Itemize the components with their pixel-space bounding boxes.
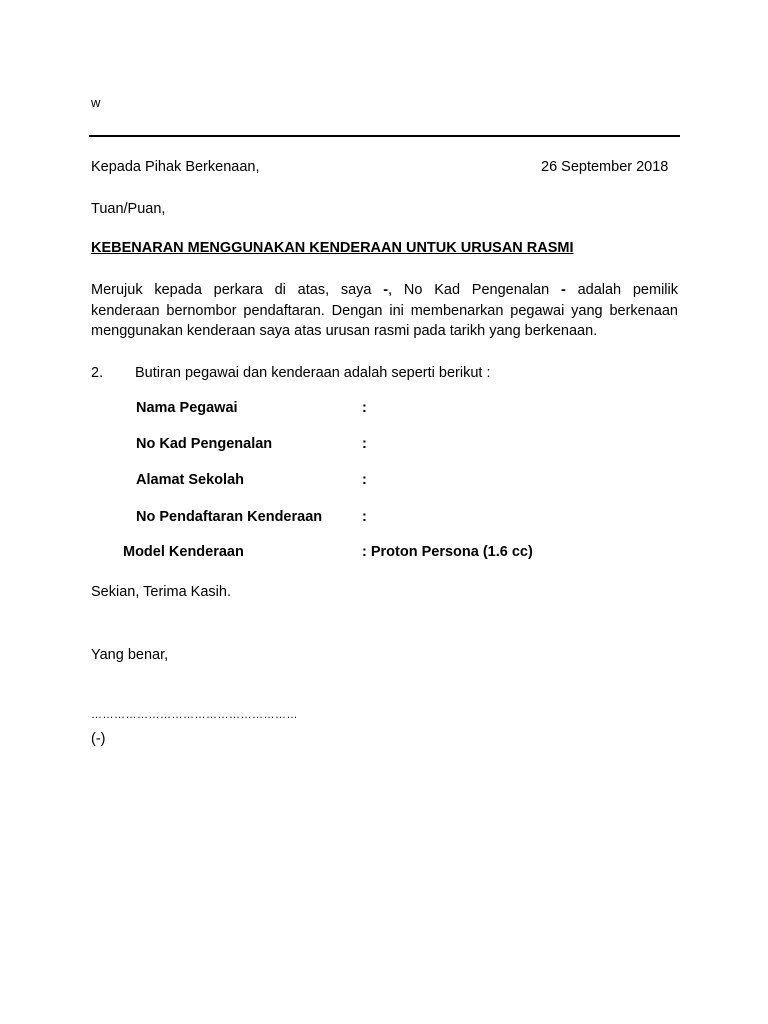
salutation: Tuan/Puan, bbox=[91, 201, 166, 217]
letter-date: 26 September 2018 bbox=[541, 159, 669, 175]
field-label-alamat-sekolah: Alamat Sekolah bbox=[136, 472, 244, 488]
signoff-line: Yang benar, bbox=[91, 647, 169, 663]
field-label-nama-pegawai: Nama Pegawai bbox=[136, 400, 238, 416]
point-text: Butiran pegawai dan kenderaan adalah seperti berikut : bbox=[135, 365, 491, 381]
body-paragraph bbox=[91, 280, 678, 342]
body-text: Merujuk kepada perkara di atas, saya bbox=[91, 282, 384, 298]
field-label-no-kad-pengenalan: No Kad Pengenalan bbox=[136, 436, 273, 452]
field-value-no-pendaftaran: : bbox=[362, 509, 367, 525]
owner-ic-value: - bbox=[560, 282, 566, 298]
field-value-alamat-sekolah: : bbox=[362, 472, 367, 488]
letter-subject: KEBENARAN MENGGUNAKAN KENDERAAN UNTUK URUSAN RASMI bbox=[91, 240, 574, 256]
signature-line: ……………………………………………… bbox=[91, 709, 298, 721]
body-line-3: menggunakan kenderaan saya atas urusan rasmi pada tarikh yang berkenaan. bbox=[91, 323, 598, 339]
field-value-no-kad-pengenalan: : bbox=[362, 436, 367, 452]
body-text: adalah pemilik bbox=[565, 282, 678, 298]
point-number: 2. bbox=[91, 365, 104, 381]
closing-line: Sekian, Terima Kasih. bbox=[91, 584, 231, 600]
body-line-1 bbox=[91, 280, 678, 301]
field-value-model-kenderaan: : Proton Persona (1.6 cc) bbox=[362, 544, 533, 560]
field-label-no-pendaftaran: No Pendaftaran Kenderaan bbox=[136, 509, 323, 525]
owner-name-value: - bbox=[383, 282, 389, 298]
field-label-model-kenderaan: Model Kenderaan bbox=[123, 544, 244, 560]
header-divider bbox=[89, 135, 680, 137]
recipient-line: Kepada Pihak Berkenaan, bbox=[91, 159, 260, 175]
header-mark: w bbox=[91, 95, 101, 110]
field-value-nama-pegawai: : bbox=[362, 400, 367, 416]
signatory-name: (-) bbox=[91, 731, 106, 747]
body-text: , No Kad Pengenalan bbox=[388, 282, 561, 298]
body-line-2: kenderaan bernombor pendaftaran. Dengan ini membenarkan pegawai yang berkenaan bbox=[91, 302, 678, 319]
